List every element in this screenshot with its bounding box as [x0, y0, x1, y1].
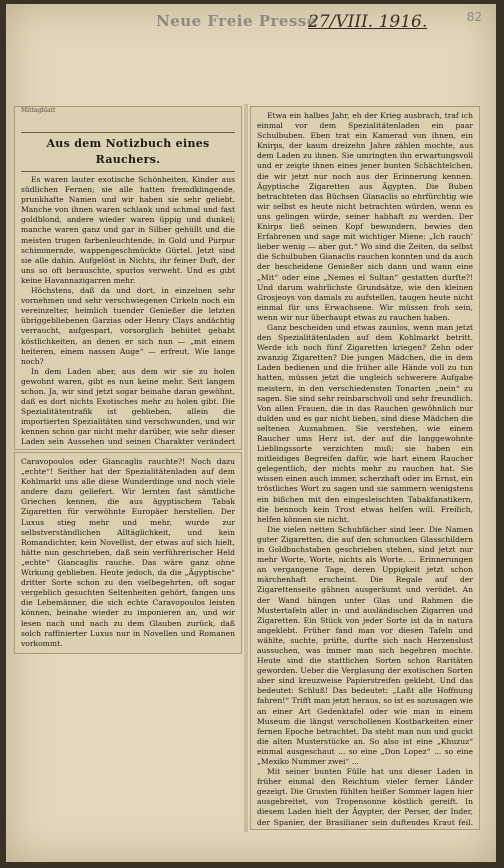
paragraph: Ganz bescheiden und etwas zaunlos, wenn man jetzt den Spezialitätenladen auf dem Kohlmarkt betritt. Werde ich noch fünf Zigaretten kriegen? Zehn oder zwanzig Zigaretten? Die jungen Mädchen, die in dem Laden bedienen und die früher alle Hände voll zu tun hatten, müssen jetzt die ungleich schwerere Aufgabe meistern, in den verschiedensten Tonarten „nein“ zu sagen. Sie sind sehr reinbarschvoll und sehr freundlich. Von allen Frauen, die in das Rauchen gewöhnlich nur dulden und es gar nicht lieben, sind diese Mädchen die seltenen Ausnahmen. Sie verstehen, wie einem Raucher ums Herz ist, der auf die langgewohnte Lieblingssorte verzichten muß; sie haben ein mitleidiges Begreifen dafür, wie hart einem Raucher gelegentlich, der nichts mehr zu rauchen hat. Sie wissen einen auch immer, scherzhaft oder im Ernst, ein tröstliches Wort zu sagen und sie sammern wenigstens ein bißchen mit den eingesleischten Tabakfanatikern, die bennoch kein Trost etwas helfen will. Freilich, helfen können sie nicht. [257, 322, 473, 524]
page-number: 82 [466, 10, 482, 24]
paragraph: Höchstens, daß da und dort, in einzelnen sehr vornehmen und sehr verschwiegenen Cirkeln noch ein vereinzelter, heimlich tuender Genießer die letzten übriggebliebenen Garzias oder Henry Clays andächtig verraucht, aufgespart, vorsorglich behütet gehabt köstlichkeiten, an denen er sich nun — „mit einem heiteren, einem nassen Auge“ — erfreut. Wie lange noch? [21, 286, 235, 366]
paragraph: Etwa ein halbes Jahr, eh der Krieg ausbrach, traf ich einmal vor dem Spezialitätenladen ein paar Schulbuben. Eben trat ein Kamerad von ihnen, ein Knirps, der kaum dreizehn Jahre zählen mochte, aus dem Laden zu ihnen. Sie umringten ihn erwartungsvoll und er zeigte ihnen eines jener bunten Schächtelchen, die wir jetzt nur noch aus der Erinnerung kennen. Ägyptische Zigaretten aus Ägypten. Die Buben betrachteten das Büchsen Gianaclis so ehrfürchtig wie wir selbst es heute nicht betrachten würden, wenn es uns gelingen würde, seiner habhaft zu werden. Der Knirps ließ seinen Kopf bewundern, bewies den Erfahrenen und sage mit wichtiger Miene: „Ich rauch’ lieber wenig — aber gut.“ Wo sind die Zeiten, da selbst die Schulbuben Gianaclis rauchen konnten und da auch der bescheidene Genießer sich dann und wann eine „Mit“ oder eine „Nemes el Sultan“ gestatten durfte?! Und darum wahrlichste Grundsätze, wie den kleinen Grosjeoys von damals zu aufstellen, taugen heute nicht einmal für uns Erwachsene. Wir müssen froh sein, wenn wir nur überhaupt etwas zu rauchen haben. [257, 111, 473, 322]
clipping-column-left-top [14, 106, 242, 450]
title-rule [21, 132, 235, 133]
title-rule-bottom [21, 171, 235, 172]
column-gap-shadow [244, 104, 248, 832]
paragraph: Die vielen netten Schubfächer sind leer. Die Namen guter Zigaretten, die auf den schmucken Glasschildern in Goldbuchstaben geschrieben stehen, sind jetzt nur mehr Worte, Worte, nichts als Worte. ... Erinnerungen an vergangene Tage, deren Uppigkeit jetzt schon märchenhaft erscheint. Die Regale auf der Zigarettenseite gähnen ausgeräumt und verödet. An der Wand hängen unter Glas und Rahmen die Mustertafeln aller in- und ausländischen Zigarren und Zigaretten. Ein Stück von jeder Sorte ist da in natura angeklebt. Früher fand man vor diesen Tafeln und wählte, suchte, prüfte, durfte sich nach Herzenslust aussuchen, was immer man sich begehren mochte. Heute sind die stattlichen Sorten schon Raritäten geworden. Ueber die Verglasung der exotischen Sorten aber sind kreuzweise Papierstreifen geklebt. Und das bedeutet: Schluß! Das bedeutet: „Laßt alle Hoffnung fahren!“ Trifft man jetzt heraus, so ist es sozusagen wie an einer Art Gedenktafel oder wie man in einem Museum die längst verschollenen Kostbarkeiten einer fernen Epoche betrachtet. Da steht man nun und guckt die alten Musterstücke an. So also ist eine „Khuzuz“ einmal ausgeschaut ... so eine „Don Lopez“ ... so eine „Mexiko Nummer zwei“ ... [257, 524, 473, 766]
paragraph: Es waren lauter exotische Schönheiten, Kinder aus südlichen Fernen; sie alle hatten fremdklingende, prunkhafte Namen und wir haben sie sehr geliebt. Manche von ihnen waren schlank und schmal und fast goldblond, andere wieder waren üppig und dunkel; manche waren ganz und gar in Silber gehüllt und die meisten trugen farbenleuchtende, in Gold und Purpur schimmernde, wappengeschmückte Gürtel. Jetzt sind sie alle dahin. Aufgelöst in Nichts, ihr feiner Duft, der uns so oft berauschte, spurlos verweht. Und es gibt keine Havannazigarren mehr. [21, 175, 235, 285]
paragraph: Mit seiner bunten Fülle hat uns dieser Laden in früher einmal den Reichtum vieler ferner Länder gezeigt. Die Grusten fühlten heißer Sommer lagen hier ausgebreitet, von Tropensonne köstlich gereift. In diesem Laden hielt der Ägypter, der Perser, der Inder, der Spanier, der Brasilianer sein duftendes Kraut feil. [257, 767, 473, 827]
clipping-tiny-header: Mittagblatt [21, 107, 56, 114]
paragraph: In dem Laden aber, aus dem wir sie zu holen gewohnt waren, gibt es nun keine mehr. Seit langem schon. Ja, wir sind jetzt sogar beinahe daran gewöhnt, daß es dort nichts Exotisches mehr zu holen gibt. Die Spezialitätentrafik ist geblieben, allein die importierten Spezialitäten sind verschwunden, und wir kennen schon gar nicht mehr darüber, wie sehr dieser Laden sein Aussehen und seinen Charakter verändert [21, 366, 235, 447]
article-title: Aus dem Notizbuch eines Rauchers. [46, 137, 210, 166]
newspaper-masthead: Neue Freie Presse [156, 12, 317, 30]
paragraph: Caravopoulos oder Giancaglis rauchte?! Noch dazu „echte“! Seither hat der Spezialitätenladen auf dem Kohlmarkt uns alle diese Wunderdinge und noch viele andere dazu geliefert. Wir lernten fast sämtliche Griechen kennen, die aus ägyptischem Tabak Zigaretten für verwöhnte Europäer herstellen. Der Luxus stieg mehr und mehr, wurde zur selbstverständlichen Alltäglichkeit, und kein Romandichter, kein Novellist, der etwas auf sich hielt, hätte nun geschrieben, daß sein verführerischer Held „echte“ Giancaglis rauche. Das wäre ganz ohne Wirkung geblieben. Heute jedoch, da die „Ägyptische“ dritter Sorte schon zu den vielbegehrten, oft sogar vergeblich gesuchten Seltenheiten gehört, fangen uns die Lebemänner, die sich echte Caravopoulos leisten können, beinahe wieder zu imponieren an, und wir lesen nach und nach zu dem Glauben zurück, daß solch raffinierter Luxus nur in Novellen und Romanen vorkommt. [21, 457, 235, 648]
clipping-column-left-bottom [14, 452, 242, 654]
handwritten-date: 27/VIII. 1916. [308, 12, 428, 32]
clipping-column-right [250, 106, 480, 830]
